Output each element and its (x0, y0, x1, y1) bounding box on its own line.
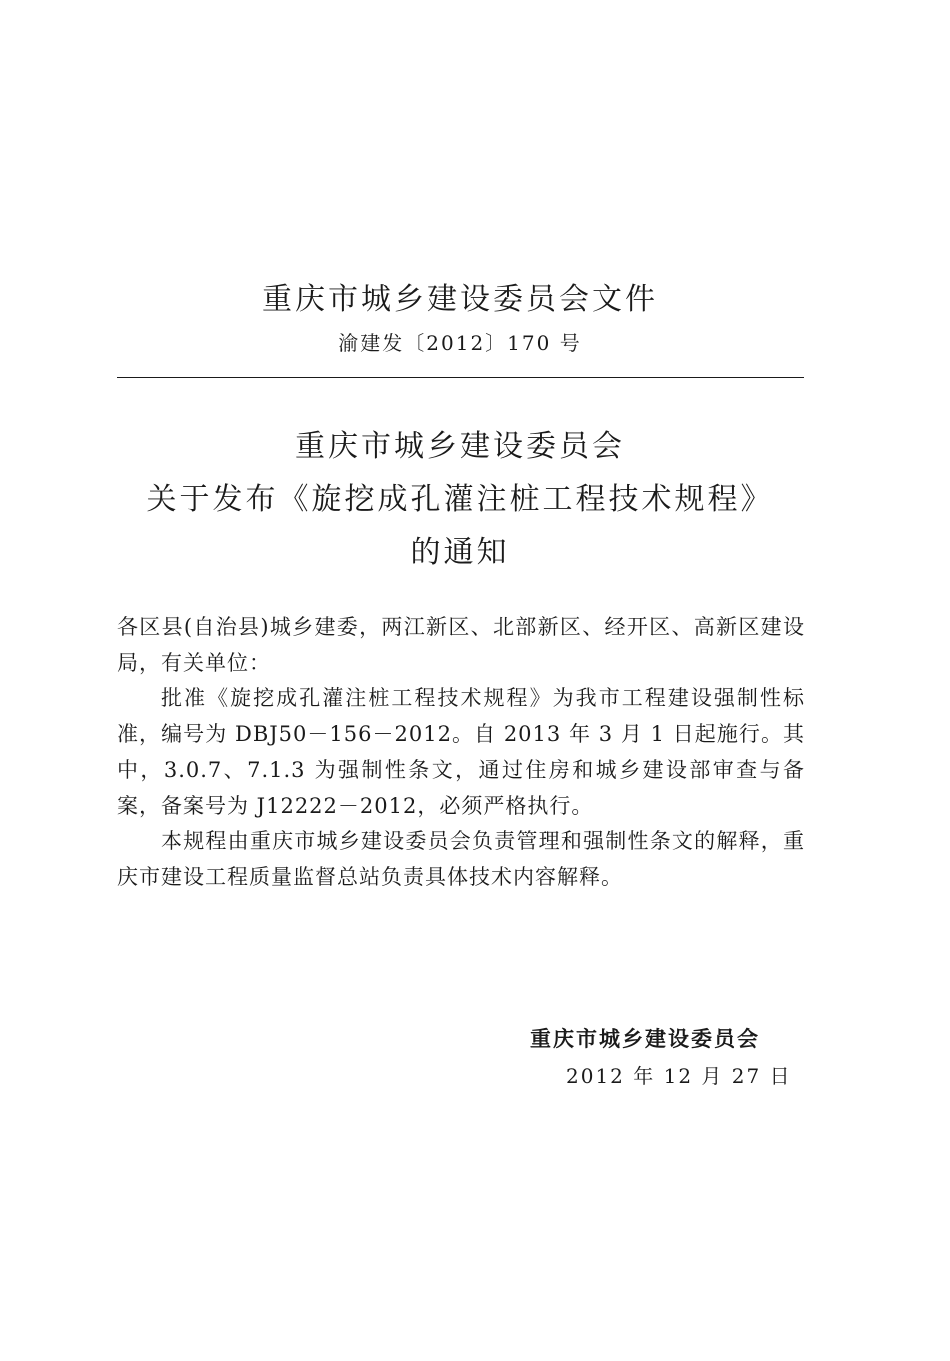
document-header-title: 重庆市城乡建设委员会文件 (262, 282, 658, 317)
notice-title-line-1: 重庆市城乡建设委员会 (295, 429, 625, 464)
document-number: 渝建发〔2012〕170 号 (338, 331, 582, 355)
notice-title-line-3: 的通知 (410, 535, 510, 570)
notice-body (117, 610, 805, 896)
signature-organization: 重庆市城乡建设委员会 (530, 1027, 760, 1051)
notice-title-line-2: 关于发布《旋挖成孔灌注桩工程技术规程》 (146, 482, 774, 517)
body-paragraph-interpretation: 本规程由重庆市城乡建设委员会负责管理和强制性条文的解释，重庆市建设工程质量监督总站负责具体技术内容解释。 (117, 829, 805, 889)
body-paragraph-approval: 批准《旋挖成孔灌注桩工程技术规程》为我市工程建设强制性标准，编号为 DBJ50－156－2012。自 2013 年 3 月 1 日起施行。其中，3.0.7、7.1.3 为强制性条文，通过住房和城乡建设部审查与备案，备案号为 J12222－2012，必须严格执行。 (117, 686, 805, 818)
header-divider (117, 377, 804, 378)
signature-date: 2012 年 12 月 27 日 (566, 1064, 792, 1088)
notice-title (0, 420, 920, 579)
addressee-line: 各区县(自治县)城乡建委，两江新区、北部新区、经开区、高新区建设局，有关单位： (117, 615, 805, 675)
